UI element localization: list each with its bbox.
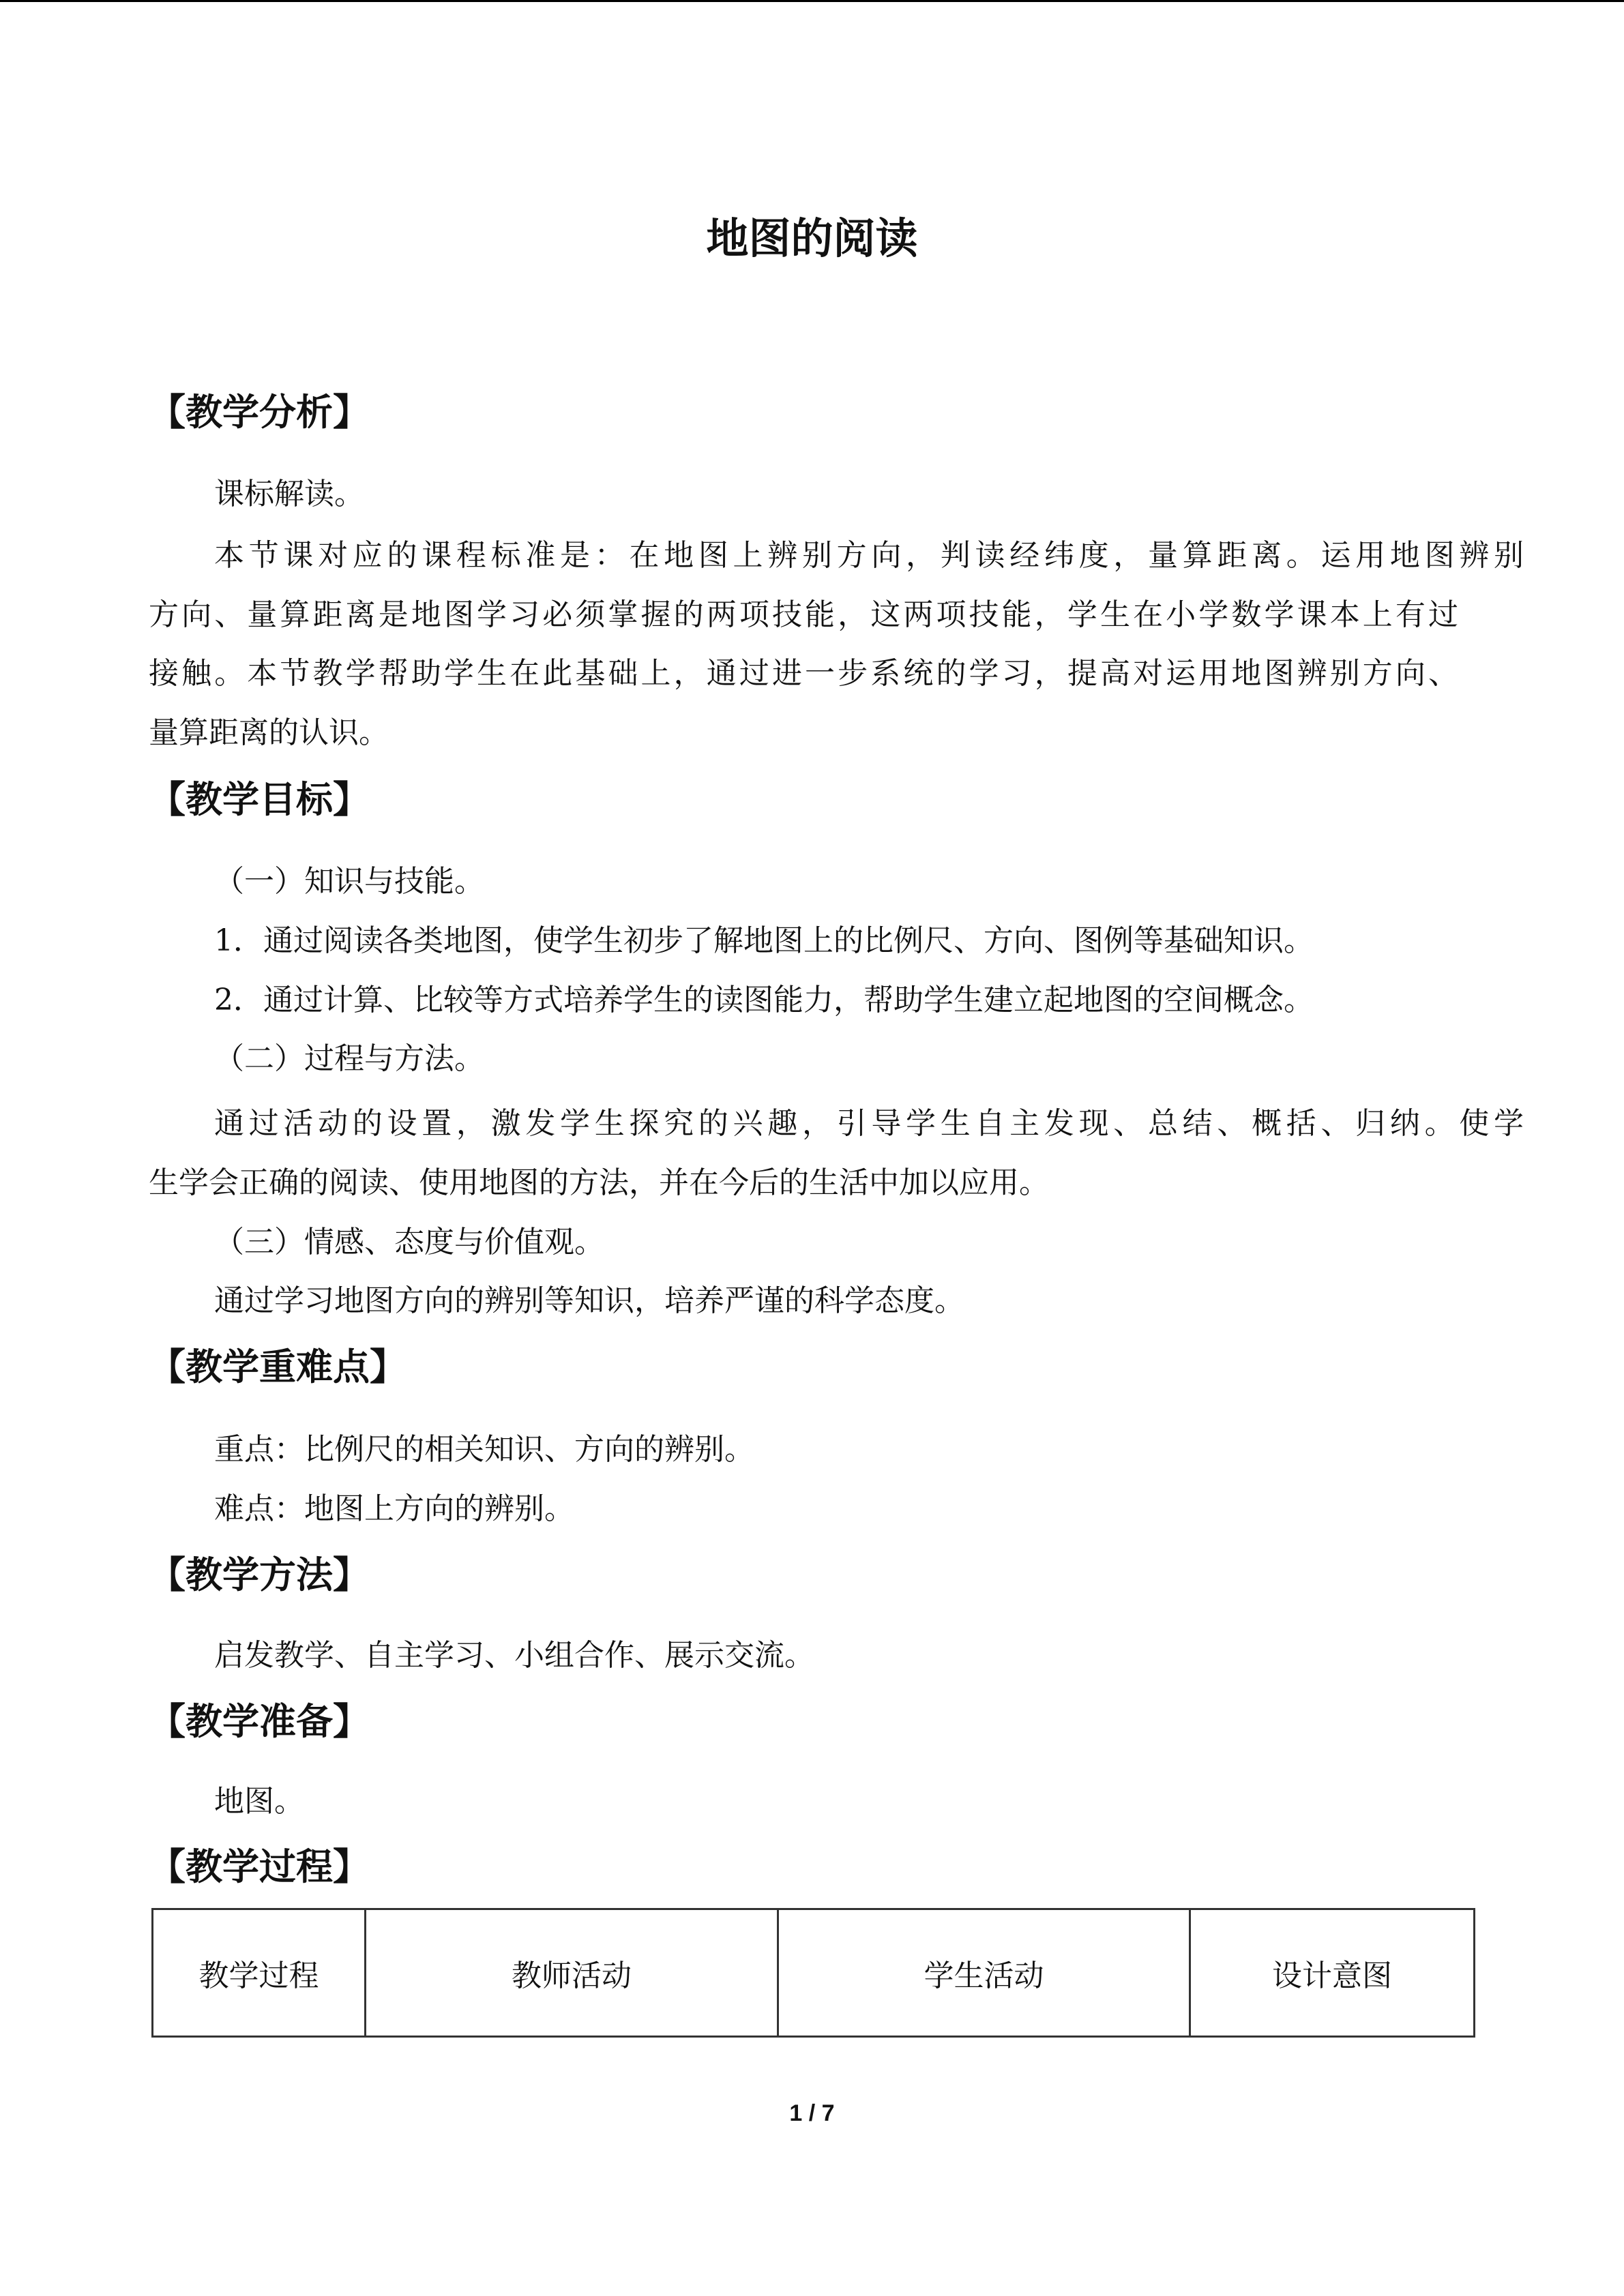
section-heading-methods: 【教学方法】 <box>149 1553 370 1596</box>
goals-process-line-1: 通过活动的设置，激发学生探究的兴趣，引导学生自主发现、总结、概括、归纳。使学 <box>214 1106 1524 1141</box>
goals-process-title: （二）过程与方法。 <box>214 1041 484 1076</box>
goals-knowledge-item-2: 2．通过计算、比较等方式培养学生的读图能力，帮助学生建立起地图的空间概念。 <box>214 983 1314 1017</box>
prep-text: 地图。 <box>214 1784 304 1819</box>
table-header-cell: 教学过程 <box>153 1909 366 2037</box>
analysis-paragraph-line-4: 量算距离的认识。 <box>149 715 389 750</box>
page-number: 1 / 7 <box>789 2100 835 2126</box>
analysis-subtitle: 课标解读。 <box>214 477 364 511</box>
goals-emotion-item: 通过学习地图方向的辨别等知识，培养严谨的科学态度。 <box>214 1283 964 1318</box>
methods-text: 启发教学、自主学习、小组合作、展示交流。 <box>214 1638 814 1673</box>
document-title: 地图的阅读 <box>706 213 918 263</box>
goals-knowledge-title: （一）知识与技能。 <box>214 864 484 899</box>
section-heading-process: 【教学过程】 <box>149 1845 370 1888</box>
table-header-cell: 学生活动 <box>778 1909 1190 2037</box>
key-point-difficulty: 难点：地图上方向的辨别。 <box>214 1491 574 1526</box>
section-heading-key-points: 【教学重难点】 <box>149 1345 407 1388</box>
page-top-border <box>0 0 1624 2</box>
section-heading-goals: 【教学目标】 <box>149 778 370 821</box>
goals-knowledge-item-1: 1．通过阅读各类地图，使学生初步了解地图上的比例尺、方向、图例等基础知识。 <box>214 923 1314 958</box>
section-heading-analysis: 【教学分析】 <box>149 391 370 434</box>
table-header-cell: 设计意图 <box>1190 1909 1475 2037</box>
process-table <box>151 1908 1475 2038</box>
table-header-cell: 教师活动 <box>366 1909 778 2037</box>
analysis-paragraph-line-2: 方向、量算距离是地图学习必须掌握的两项技能，这两项技能，学生在小学数学课本上有过 <box>149 597 1458 632</box>
analysis-paragraph-line-1: 本节课对应的课程标准是：在地图上辨别方向，判读经纬度，量算距离。运用地图辨别 <box>214 538 1524 573</box>
table-header-row <box>153 1909 1475 2037</box>
key-point-focus: 重点：比例尺的相关知识、方向的辨别。 <box>214 1432 754 1467</box>
goals-emotion-title: （三）情感、态度与价值观。 <box>214 1225 604 1259</box>
goals-process-line-2: 生学会正确的阅读、使用地图的方法，并在今后的生活中加以应用。 <box>149 1165 1049 1200</box>
section-heading-prep: 【教学准备】 <box>149 1700 370 1743</box>
analysis-paragraph-line-3: 接触。本节教学帮助学生在此基础上，通过进一步系统的学习，提高对运用地图辨别方向、 <box>149 656 1458 691</box>
